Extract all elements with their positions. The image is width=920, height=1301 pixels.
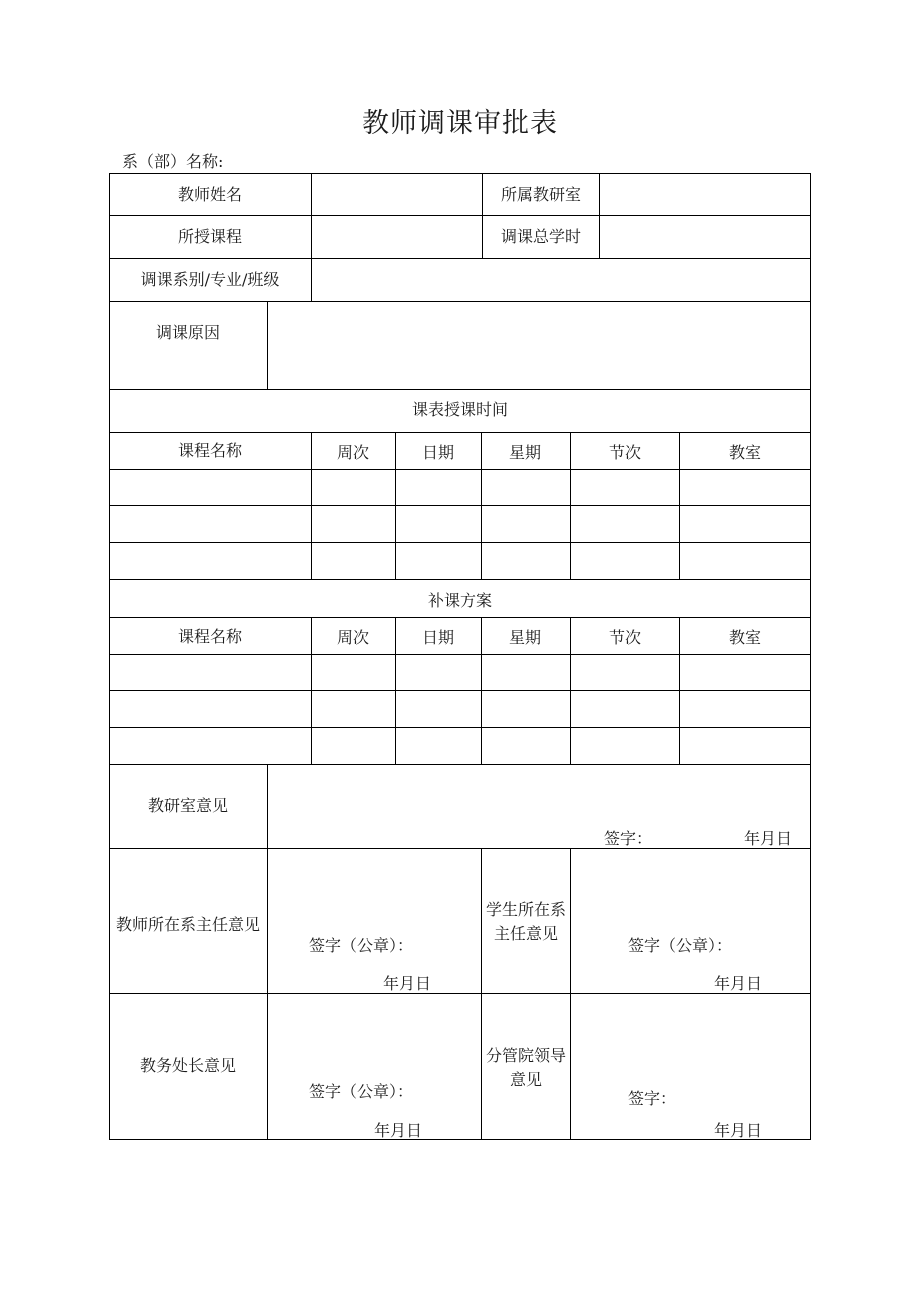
reason-label: 调课原因 bbox=[155, 323, 221, 342]
student-dept-head-sign-label: 签字（公章）： bbox=[628, 936, 733, 955]
table-divider bbox=[109, 432, 811, 433]
table-divider bbox=[482, 173, 483, 258]
table-border bbox=[109, 1139, 811, 1140]
table-divider bbox=[481, 432, 482, 579]
dept-head-sign-label: 签字（公章）： bbox=[309, 936, 414, 955]
table-divider bbox=[109, 654, 811, 655]
research-office-field[interactable] bbox=[600, 174, 810, 215]
course-taught-field[interactable] bbox=[312, 216, 481, 258]
table-divider bbox=[109, 389, 811, 390]
academic-affairs-opinion-label: 教务处长意见 bbox=[139, 1056, 237, 1075]
teacher-name-label: 教师姓名 bbox=[177, 185, 243, 204]
table-divider bbox=[109, 993, 811, 994]
table-divider bbox=[311, 432, 312, 579]
table-divider bbox=[311, 617, 312, 764]
schedule-col-period: 节次 bbox=[608, 443, 642, 462]
leader-sign-label: 签字： bbox=[628, 1089, 677, 1108]
table-border bbox=[109, 173, 110, 1140]
table-divider bbox=[109, 727, 811, 728]
table-divider bbox=[395, 617, 396, 764]
table-divider bbox=[109, 505, 811, 506]
dept-head-date-label: 年月日 bbox=[383, 974, 432, 993]
table-divider bbox=[109, 690, 811, 691]
makeup-col-date: 日期 bbox=[421, 628, 455, 647]
table-divider bbox=[570, 848, 571, 1139]
schedule-section-title: 课表授课时间 bbox=[411, 400, 509, 419]
schedule-col-week: 周次 bbox=[336, 443, 370, 462]
table-divider bbox=[679, 617, 680, 764]
class-info-field[interactable] bbox=[312, 259, 810, 301]
table-divider bbox=[570, 617, 571, 764]
table-divider bbox=[109, 542, 811, 543]
teacher-name-field[interactable] bbox=[312, 174, 481, 215]
table-divider bbox=[679, 432, 680, 579]
makeup-col-week: 周次 bbox=[336, 628, 370, 647]
page-title: 教师调课审批表 bbox=[362, 108, 558, 139]
research-office-opinion-label: 教研室意见 bbox=[147, 796, 229, 815]
table-divider bbox=[109, 617, 811, 618]
table-divider bbox=[109, 579, 811, 580]
makeup-section-title: 补课方案 bbox=[427, 591, 493, 610]
table-divider bbox=[109, 764, 811, 765]
academic-affairs-sign-label: 签字（公章）： bbox=[309, 1082, 414, 1101]
schedule-col-weekday: 星期 bbox=[508, 443, 542, 462]
makeup-col-weekday: 星期 bbox=[508, 628, 542, 647]
schedule-col-date: 日期 bbox=[421, 443, 455, 462]
makeup-col-course: 课程名称 bbox=[177, 627, 243, 646]
table-border bbox=[810, 173, 811, 1140]
leader-opinion-label: 分管院领导意见 bbox=[485, 1046, 566, 1089]
dept-label: 系（部）名称: bbox=[122, 152, 224, 171]
schedule-col-room: 教室 bbox=[728, 443, 762, 462]
class-info-label: 调课系别/专业/班级 bbox=[140, 270, 280, 289]
schedule-col-course: 课程名称 bbox=[177, 441, 243, 460]
course-taught-label: 所授课程 bbox=[177, 227, 243, 246]
makeup-col-period: 节次 bbox=[608, 628, 642, 647]
table-divider bbox=[109, 848, 811, 849]
total-hours-field[interactable] bbox=[600, 216, 810, 258]
table-divider bbox=[481, 848, 482, 1139]
total-hours-label: 调课总学时 bbox=[500, 227, 582, 246]
research-office-label: 所属教研室 bbox=[500, 185, 582, 204]
research-office-sign-label: 签字： bbox=[604, 829, 653, 848]
table-divider bbox=[570, 432, 571, 579]
leader-date-label: 年月日 bbox=[714, 1121, 763, 1140]
makeup-col-room: 教室 bbox=[728, 628, 762, 647]
student-dept-head-date-label: 年月日 bbox=[714, 974, 763, 993]
dept-head-opinion-label: 教师所在系主任意见 bbox=[115, 915, 261, 934]
table-divider bbox=[267, 764, 268, 1139]
table-divider bbox=[395, 432, 396, 579]
student-dept-head-opinion-label: 学生所在系主任意见 bbox=[485, 900, 566, 943]
table-divider bbox=[481, 617, 482, 764]
table-divider bbox=[109, 469, 811, 470]
research-office-date-label: 年月日 bbox=[744, 829, 793, 848]
academic-affairs-date-label: 年月日 bbox=[374, 1121, 423, 1140]
reason-field[interactable] bbox=[268, 302, 810, 389]
